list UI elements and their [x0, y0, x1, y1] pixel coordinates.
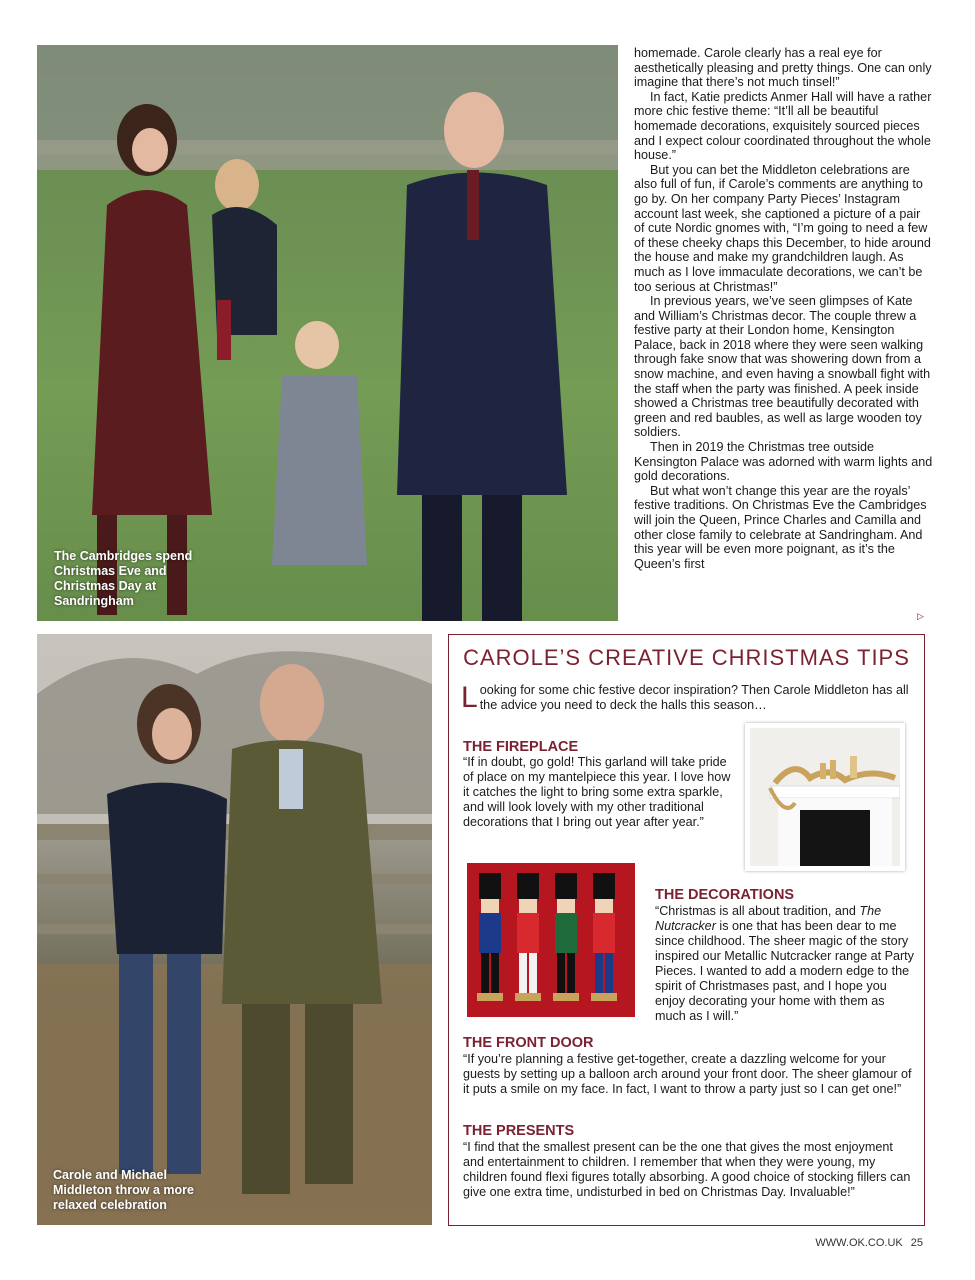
continue-arrow-icon: ▷ — [917, 611, 924, 621]
nutcracker-illustration — [467, 863, 635, 1017]
photo-cambridges-illustration — [37, 45, 618, 621]
article-paragraph: But you can bet the Middleton celebrations are also full of fun, if Carole’s comments are anything to go by. On her company Party Pieces’ Instagram account last week, she captioned a picture of a pair of cute Nordic gnomes with, “I’m going to need a few of these cheeky chaps this December, to hide around the house and make my grandchildren laugh. As much as I love immaculate decorations, we can’t be too serious at Christmas!” — [634, 162, 931, 294]
photo-caption-top: The Cambridges spend Christmas Eve and Christmas Day at Sandringham — [54, 549, 193, 608]
fireplace-garland-illustration — [750, 728, 900, 866]
decorations-text-before: “Christmas is all about tradition, and — [655, 904, 860, 918]
photo-middletons-illustration — [37, 634, 432, 1225]
presents-text: “I find that the smallest present can be the one that gives the most enjoyment and entertainment to children. I remember that when they were young, my children found flexi figures totally absorbing. A good choice of stocking fillers can give one extra time, undisturbed in bed on Christmas Day. Invaluable!” — [463, 1140, 911, 1199]
article-paragraph: In fact, Katie predicts Anmer Hall will have a rather more chic festive theme: “It’ll all be beautiful homemade decorations, exquisitely sourced pieces and I expect colour coordinated throughout the whole house.” — [634, 89, 932, 163]
page-number: 25 — [910, 1237, 923, 1249]
decorations-text — [655, 904, 917, 1024]
article-body — [634, 46, 934, 571]
front-door-heading: THE FRONT DOOR — [463, 1035, 594, 1051]
fireplace-heading: THE FIREPLACE — [463, 739, 579, 755]
photo-middletons — [37, 634, 432, 1225]
nutcracker-image — [467, 863, 635, 1017]
tips-box — [448, 634, 925, 1226]
decorations-heading: THE DECORATIONS — [655, 887, 795, 903]
article-paragraph: But what won’t change this year are the royals’ festive traditions. On Christmas Eve the Cambridges will join the Queen, Prince Charles and Camilla and other close family to celebrate at Sandringham. And this year will be even more poignant, as it’s the Queen’s first — [634, 483, 927, 571]
intro-text: ooking for some chic festive decor inspiration? Then Carole Middleton has all the advice you need to deck the halls this season… — [479, 683, 909, 712]
intro-dropcap: L — [461, 681, 478, 714]
article-paragraph: In previous years, we’ve seen glimpses of Kate and William’s Christmas decor. The couple threw a festive party at their London home, Kensington Palace, back in 2018 where they were seen walking through fake snow that was showering down from a snow machine, and even having a snowball fight with the staff when the party was finished. A peek inside showed a Christmas tree beautifully decorated with green and red baubles, as well as large wooden toy soldiers. — [634, 294, 931, 440]
decorations-text-italic: The Nutcracker — [655, 904, 882, 933]
tips-title: CAROLE’S CREATIVE CHRISTMAS TIPS — [463, 645, 910, 670]
photo-cambridges — [37, 45, 618, 621]
article-paragraph: homemade. Carole clearly has a real eye for aesthetically pleasing and pretty things. One can only imagine that there’s not much tinsel!” — [634, 46, 932, 90]
presents-heading: THE PRESENTS — [463, 1123, 575, 1139]
front-door-text: “If you’re planning a festive get-together, create a dazzling welcome for your guests by setting up a balloon arch around your front door. The sheer glamour of it puts a smile on my face. In fact, I want to throw a party just so I can get one!” — [463, 1052, 912, 1096]
article-paragraph: Then in 2019 the Christmas tree outside Kensington Palace was adorned with warm lights and gold decorations. — [634, 440, 933, 484]
page-footer — [815, 1237, 923, 1249]
fireplace-image — [745, 723, 905, 871]
footer-url: WWW.OK.CO.UK — [815, 1237, 903, 1249]
fireplace-text: “If in doubt, go gold! This garland will take pride of place on my mantelpiece this year. I love how it catches the light to bring some extra sparkle, and will look lovely with my other traditional decorations that I bring out year after year.” — [463, 755, 731, 829]
tips-intro — [461, 683, 911, 713]
photo-caption-bottom: Carole and Michael Middleton throw a more relaxed celebration — [53, 1168, 194, 1212]
decorations-text-after: is one that has been dear to me since childhood. The sheer magic of the story inspired our Metallic Nutcracker range at Party Pieces. I wanted to add a modern edge to the spirit of Christmases past, and I hope you enjoy decorating your home with them as much as I will.” — [655, 919, 914, 1023]
